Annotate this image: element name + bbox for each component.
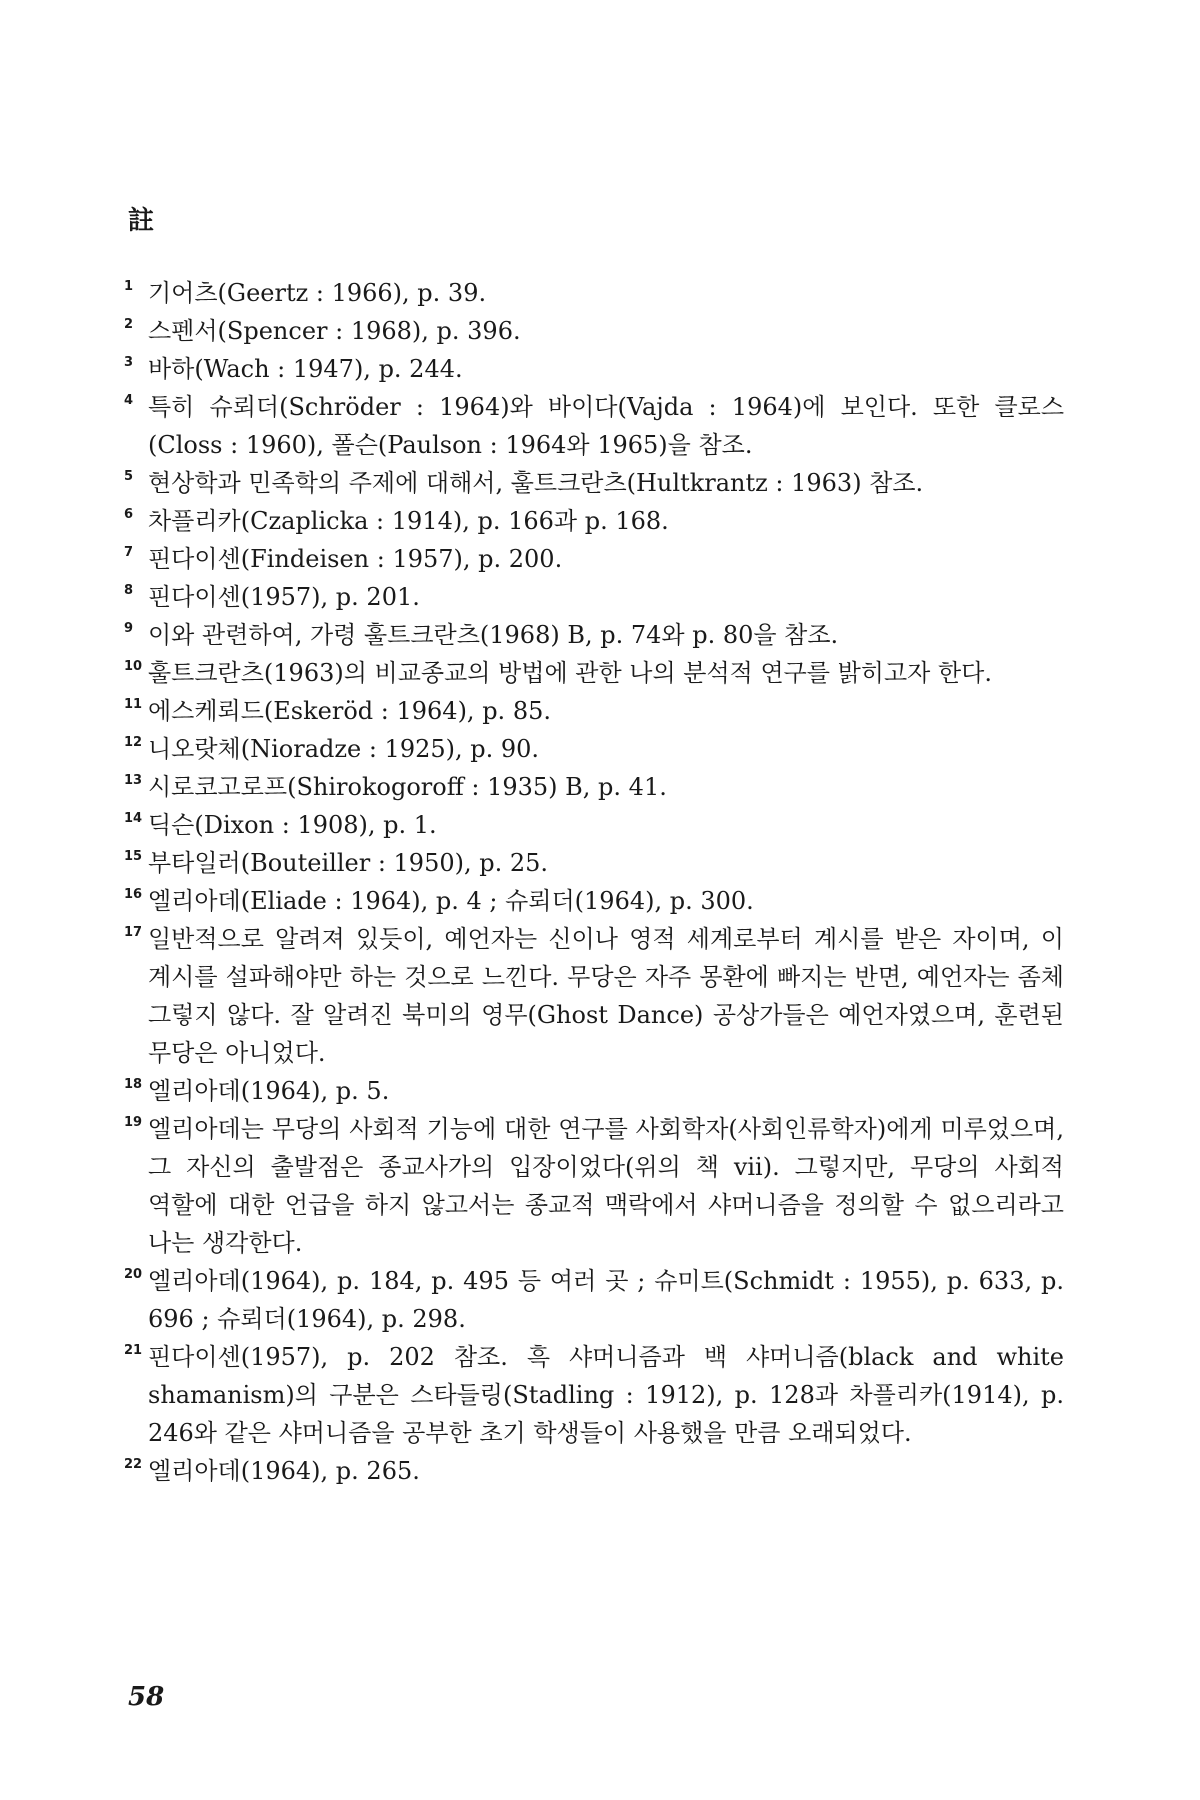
footnote-text: 스펜서(Spencer : 1968), p. 396. bbox=[148, 317, 521, 345]
footnote bbox=[124, 1338, 1064, 1452]
footnote-number: 20 bbox=[124, 1267, 143, 1282]
footnote-number: 10 bbox=[124, 659, 143, 674]
footnote bbox=[124, 654, 1064, 692]
footnote bbox=[124, 388, 1064, 464]
footnote-number: 17 bbox=[124, 925, 143, 940]
footnote-number: 8 bbox=[124, 583, 134, 598]
footnote bbox=[124, 1110, 1064, 1262]
footnote-number: 22 bbox=[124, 1457, 143, 1472]
footnote-number: 5 bbox=[124, 469, 134, 484]
footnote bbox=[124, 692, 1064, 730]
footnote-number: 12 bbox=[124, 735, 143, 750]
footnote-number: 21 bbox=[124, 1343, 143, 1358]
footnote bbox=[124, 464, 1064, 502]
footnote-text: 엘리아데(1964), p. 5. bbox=[148, 1077, 390, 1105]
footnote-text: 차플리카(Czaplicka : 1914), p. 166과 p. 168. bbox=[148, 507, 669, 535]
footnote bbox=[124, 312, 1064, 350]
footnote-number: 6 bbox=[124, 507, 134, 522]
footnote-text: 핀다이센(Findeisen : 1957), p. 200. bbox=[148, 545, 563, 573]
footnote bbox=[124, 730, 1064, 768]
footnote-text: 딕슨(Dixon : 1908), p. 1. bbox=[148, 811, 437, 839]
footnote-text: 일반적으로 알려져 있듯이, 예언자는 신이나 영적 세계로부터 계시를 받은 자이며, 이 계시를 설파해야만 하는 것으로 느낀다. 무당은 자주 몽환에 빠지는 반면, 예언자는 좀체 그렇지 않다. 잘 알려진 북미의 영무(Ghost Dance) 공상가들은 예언자였으며, 훈련된 무당은 아니었다. bbox=[148, 925, 1064, 1067]
footnote-text: 엘리아데(Eliade : 1964), p. 4 ; 슈뢰더(1964), p. 300. bbox=[148, 887, 754, 915]
footnote-number: 15 bbox=[124, 849, 143, 864]
footnote-text: 훌트크란츠(1963)의 비교종교의 방법에 관한 나의 분석적 연구를 밝히고자 한다. bbox=[148, 659, 992, 687]
footnote bbox=[124, 1262, 1064, 1338]
footnote-number: 2 bbox=[124, 317, 134, 332]
footnote-text: 엘리아데(1964), p. 184, p. 495 등 여러 곳 ; 슈미트(Schmidt : 1955), p. 633, p. 696 ; 슈뢰더(1964), p. 298. bbox=[148, 1267, 1064, 1333]
footnote bbox=[124, 540, 1064, 578]
page-number: 58 bbox=[128, 1682, 165, 1712]
footnote-text: 에스케뢰드(Eskeröd : 1964), p. 85. bbox=[148, 697, 551, 725]
footnote bbox=[124, 768, 1064, 806]
footnote-number: 3 bbox=[124, 355, 134, 370]
footnote bbox=[124, 616, 1064, 654]
footnote bbox=[124, 806, 1064, 844]
footnote-text: 바하(Wach : 1947), p. 244. bbox=[148, 355, 463, 383]
footnote-number: 19 bbox=[124, 1115, 143, 1130]
footnote-number: 16 bbox=[124, 887, 143, 902]
footnote bbox=[124, 350, 1064, 388]
footnote-number: 13 bbox=[124, 773, 143, 788]
footnote bbox=[124, 274, 1064, 312]
notes-list bbox=[124, 274, 1064, 1490]
footnote-text: 핀다이센(1957), p. 201. bbox=[148, 583, 420, 611]
footnote bbox=[124, 920, 1064, 1072]
footnote-number: 1 bbox=[124, 279, 134, 294]
footnote bbox=[124, 1452, 1064, 1490]
footnote-number: 11 bbox=[124, 697, 143, 712]
footnote-number: 18 bbox=[124, 1077, 143, 1092]
footnote-text: 엘리아데는 무당의 사회적 기능에 대한 연구를 사회학자(사회인류학자)에게 미루었으며, 그 자신의 출발점은 종교사가의 입장이었다(위의 책 vii). 그렇지만, 무당의 사회적 역할에 대한 언급을 하지 않고서는 종교적 맥락에서 샤머니즘을 정의할 수 없으리라고 나는 생각한다. bbox=[148, 1115, 1064, 1257]
footnote bbox=[124, 844, 1064, 882]
footnote-number: 4 bbox=[124, 393, 134, 408]
footnote-number: 9 bbox=[124, 621, 134, 636]
footnote bbox=[124, 578, 1064, 616]
footnote-text: 핀다이센(1957), p. 202 참조. 흑 샤머니즘과 백 샤머니즘(black and white shamanism)의 구분은 스타들링(Stadling : 1912), p. 128과 차플리카(1914), p. 246와 같은 샤머니즘을 공부한 초기 학생들이 사용했을 만큼 오래되었다. bbox=[148, 1343, 1064, 1447]
footnote-number: 7 bbox=[124, 545, 134, 560]
footnote-text: 현상학과 민족학의 주제에 대해서, 훌트크란츠(Hultkrantz : 1963) 참조. bbox=[148, 469, 924, 497]
footnote-number: 14 bbox=[124, 811, 143, 826]
footnote-text: 특히 슈뢰더(Schröder : 1964)와 바이다(Vajda : 1964)에 보인다. 또한 클로스(Closs : 1960), 폴슨(Paulson : 1964와 1965)을 참조. bbox=[148, 393, 1064, 459]
notes-heading: 註 bbox=[128, 206, 156, 236]
footnote-text: 엘리아데(1964), p. 265. bbox=[148, 1457, 420, 1485]
footnote-text: 이와 관련하여, 가령 훌트크란츠(1968) B, p. 74와 p. 80을 참조. bbox=[148, 621, 839, 649]
footnote-text: 시로코고로프(Shirokogoroff : 1935) B, p. 41. bbox=[148, 773, 667, 801]
footnote bbox=[124, 1072, 1064, 1110]
footnote-text: 기어츠(Geertz : 1966), p. 39. bbox=[148, 279, 487, 307]
footnote-text: 부타일러(Bouteiller : 1950), p. 25. bbox=[148, 849, 549, 877]
footnote bbox=[124, 502, 1064, 540]
footnote-text: 니오랏체(Nioradze : 1925), p. 90. bbox=[148, 735, 540, 763]
footnote bbox=[124, 882, 1064, 920]
